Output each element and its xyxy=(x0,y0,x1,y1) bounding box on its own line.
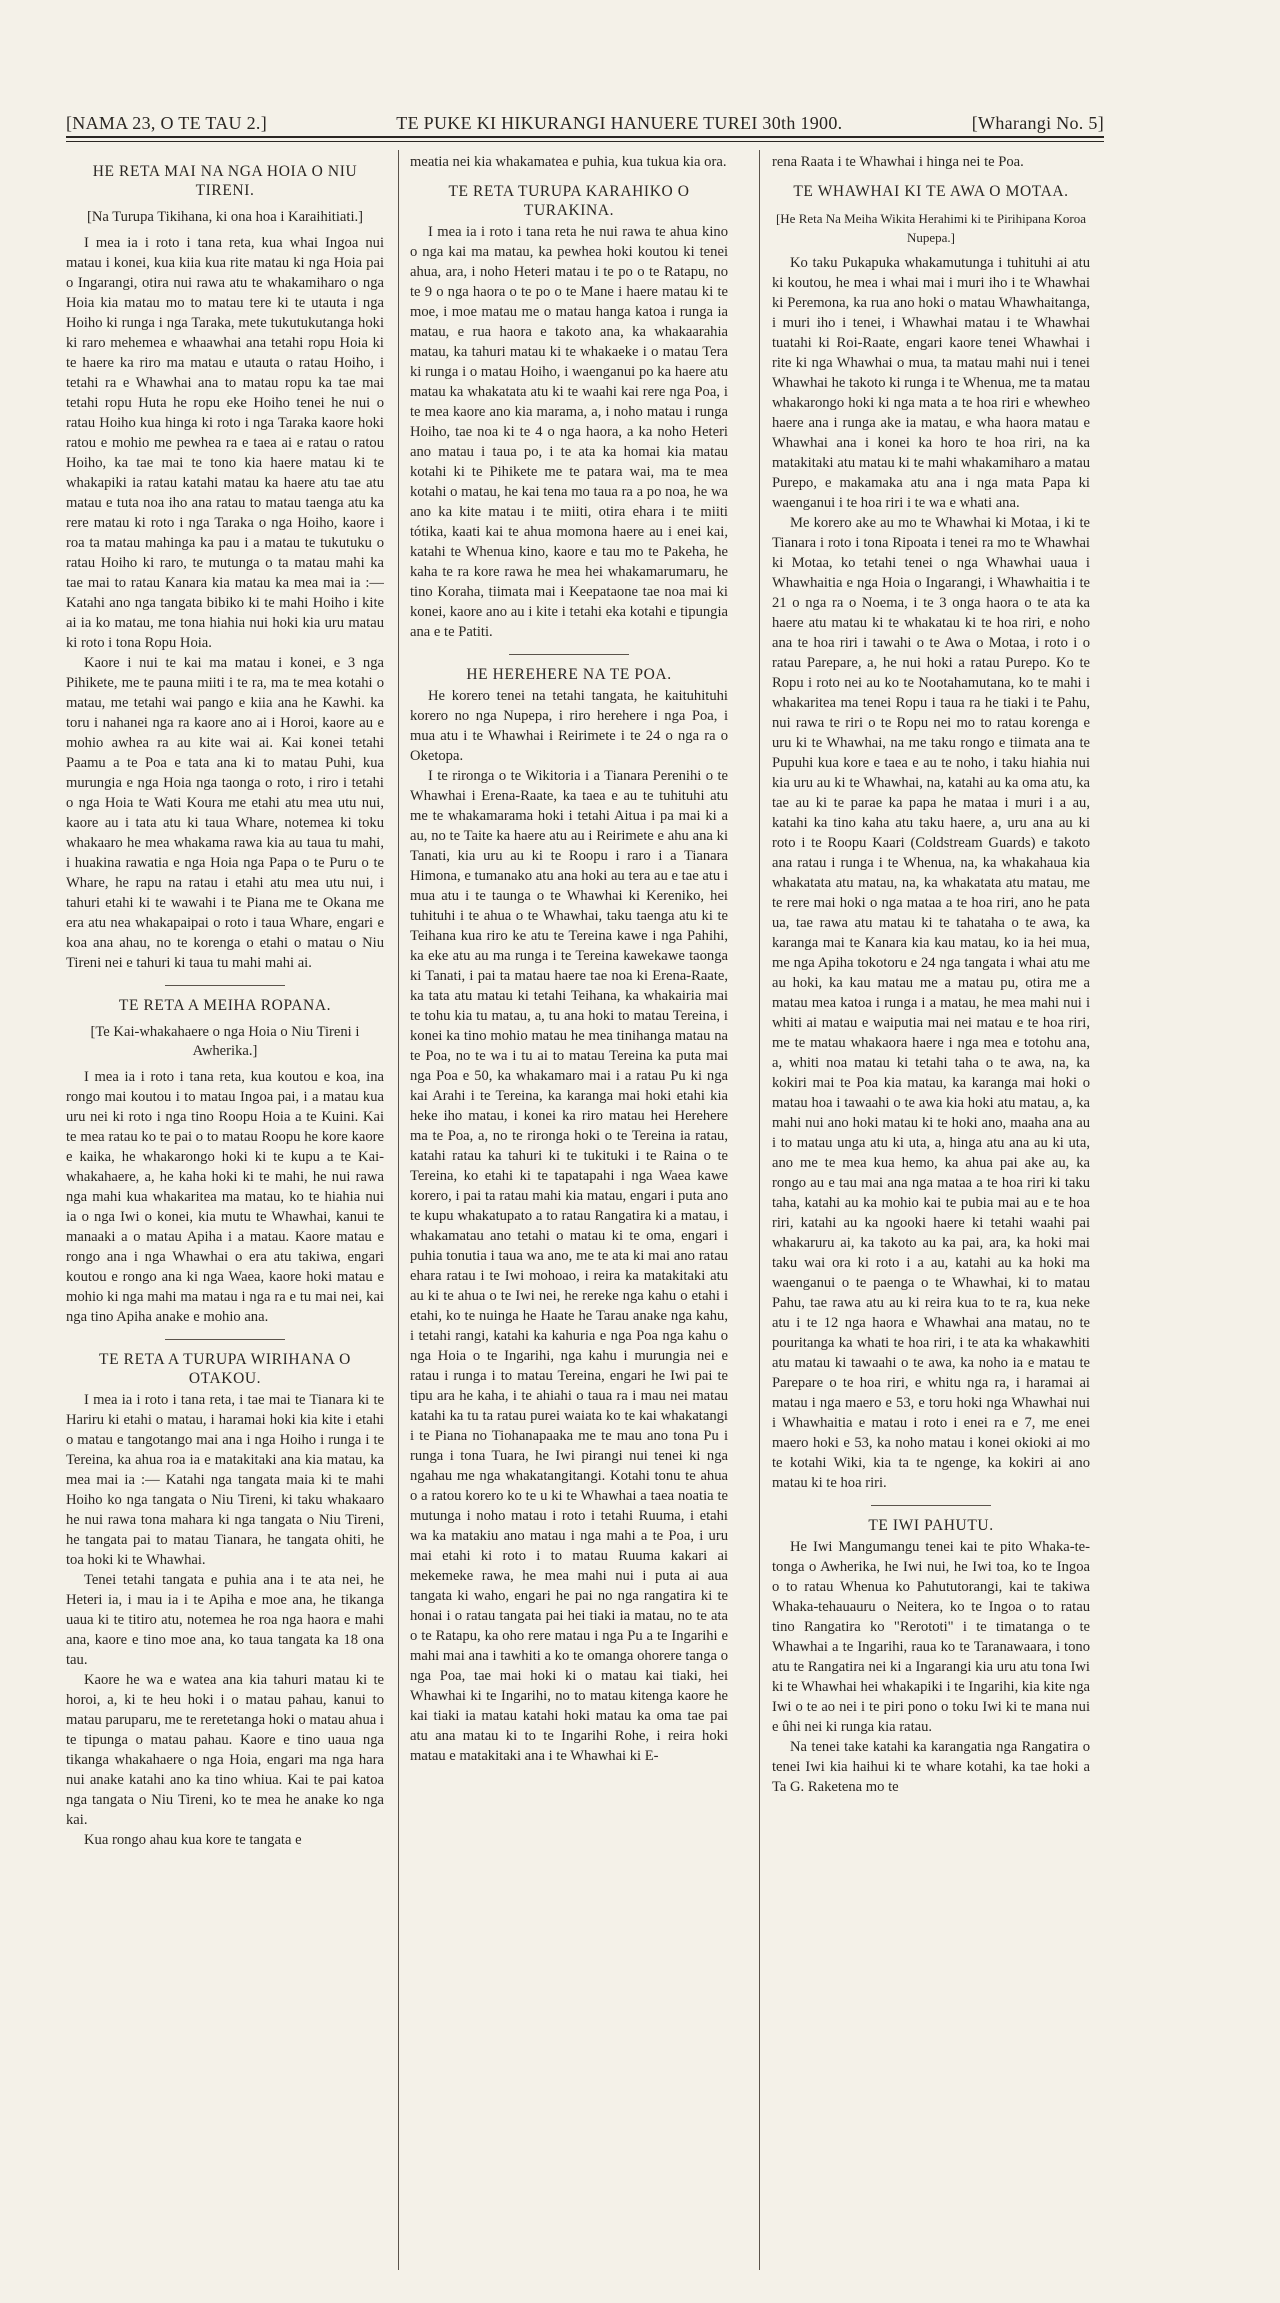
newspaper-title-date: TE PUKE KI HIKURANGI HANUERE TUREI 30th 1900. xyxy=(396,113,843,133)
column-3 xyxy=(772,152,1090,2282)
article-continuation: rena Raata i te Whawhai i hinga nei te Poa. xyxy=(772,154,1024,170)
column-divider xyxy=(759,150,760,2270)
article-paragraph: I mea ia i roto i tana reta, kua koutou e koa, ina rongo mai koutou i to matau Ingoa pai, i a matau kua uru nei ki roto i nga tino Roopu Hoia a te Kuini. Kai te mea ratau ko te pai o to matau Roopu he kore kaore e kaika, he whakarongo hoki ki te kupu a te Kai-whakahaere, a, he kaha hoki ki te mahi, he nui rawa nga mahi kua whakaritea ma matau, ko te hiahia nui ia o nga Iwi o konei, kia mutu te Whawhai, kanui te manaaki a o matau Apiha i a matau. Kaore matau e rongo ana i nga Whawhai o era atu takiwa, engari koutou e rongo ana ki nga Waea, kaore hoki matau e mohio ki nga mahi ma matau i nga ra e tu mai nei, kai nga tino Apiha anake e mohio ana. xyxy=(66,1069,384,1325)
article-heading: HE RETA MAI NA NGA HOIA O NIU TIRENI. xyxy=(92,163,358,199)
section-divider xyxy=(165,985,285,986)
article-heading: TE RETA A MEIHA ROPANA. xyxy=(118,997,332,1014)
article-continuation: meatia nei kia whakamatea e puhia, kua tukua kia ora. xyxy=(410,154,727,170)
section-divider xyxy=(871,1505,991,1506)
article-paragraph: He korero tenei na tetahi tangata, he kaituhituhi korero no nga Nupepa, i riro herehere i nga Poa, i mua atu i te Whawhai i Reirimete i te 24 o nga ra o Oketopa. xyxy=(410,688,728,764)
article-paragraph: Kaore i nui te kai ma matau i konei, e 3 nga Pihikete, me te pauna miiti i te ra, ma te mea kotahi o matau, me tetahi wai pango e kiia ana he Kawhi. ka toru i nahanei nga ra kaore ano ai i Horoi, kaore au e mohio awhea ra au kite wai ai. Kai konei tetahi Paamu a te Poa e tata ana ki to matau Puhi, kua murungia e nga Hoia nga taonga o roto, i riro i tetahi o nga Hoia te Wati Koura me etahi atu mea utu nui, kaore au i tata atu ki taua Whare, notemea ki toku whakaaro he mea whakama rawa kia au taua tu mahi, i huakina rawatia e nga Hoia nga Papa o te Puru o te Whare, he rapu na ratau i etahi atu mea utu nui, i tahuri etahi ki te wawahi i te Piana me te Okana me era atu nea whakapaipai o roto i taua Whare, engari e koa ana ahau, no te korenga o etahi o matau o Niu Tireni nei e tahuri ki taua tu mahi mahi ai. xyxy=(66,655,384,971)
page-number: [Wharangi No. 5] xyxy=(971,113,1104,133)
article-heading: TE IWI PAHUTU. xyxy=(868,1517,994,1534)
section-divider xyxy=(165,1339,285,1340)
article-paragraph: Kaore he wa e watea ana kia tahuri matau ki te horoi, a, ki te heu hoki i o matau pahau, kanui to matau paruparu, me te reretetanga hoki o matau ahua i te tipunga o matau pahau. Kaore e tino uaua nga tikanga whakahaere o nga Hoia, engari ma nga hara nui anake katahi ano ka tino whiua. Kai te pai katoa nga tangata o Niu Tireni, ko te mea he anake ko nga kai. xyxy=(66,1672,384,1828)
column-divider xyxy=(398,150,399,2270)
article-paragraph: I mea ia i roto i tana reta, kua whai Ingoa nui matau i konei, kua kiia kua rite matau ki nga Hoia pai o Ingarangi, otira nui rawa atu te whakamiharo o nga Hoia kia matau mo to matau tere ki te utauta i nga Hoiho ki runga i nga Taraka, mete tukutukutanga hoki ki raro mehemea e whaawhai ana tetahi ropu Hoia ki te haere ka riro ma matau e utauta o ratau Hoiho, i tetahi ra e Whawhai ana to matau ropu ka tae mai tetahi ropu Huta he ropu eke Hoiho tenei he nui o ratau Hoiho kua hinga ki roto i nga Taraka kaore hoki ratou e mohio me pewhea ra e taea ai e ratau o ratou Hoiho, ka tae mai te tono kia haere matau ki te whakapiki ia ratau katahi matau ka haere atu tae atu matau e tuta noa iho ana ratau to matau taenga atu ka rere matau ki roto i nga Taraka o nga Hoiho, kaore i roa ta matau mahinga ka pau i a matau te tukutuku o ratau Hoiho ki raro, te mutunga o ta matau mahi ka tae mai to ratau Kanara kia matau ka mea mai ia :— Katahi ano nga tangata bibiko ki te mahi Hoiho i kite ai ia ko matau, me tona hiahia nui hoki kia uru matau ki roto i tona Ropu Hoia. xyxy=(66,235,384,651)
article-subheading: [Te Kai-whakahaere o nga Hoia o Niu Tireni i Awherika.] xyxy=(90,1024,360,1059)
article-heading: TE RETA A TURUPA WIRIHANA O OTAKOU. xyxy=(99,1351,351,1387)
article-subheading: [He Reta Na Meiha Wikita Herahimi ki te Pirihipana Koroa Nupepa.] xyxy=(775,211,1087,245)
masthead xyxy=(66,106,1104,134)
article-paragraph: Kua rongo ahau kua kore te tangata e xyxy=(84,1832,302,1848)
masthead-rule xyxy=(66,136,1104,138)
article-paragraph: Me korero ake au mo te Whawhai ki Motaa, i ki te Tianara i roto i tona Ripoata i tenei ra mo te Whawhai ki Motaa, ko tetahi tenei o nga Whawhai uaua i Whawhaitia e nga Hoia o Ingarangi, i Whawhaitia i te 21 o nga ra o Noema, i te 3 onga haora o te ata ka haere atu matau ki te whakatau ki te hoa riri, e noho ana te hoa riri i tawahi o te Awa o Motaa, i roto i o ratau Parepare, a, he nui hoki a ratau Purepo. Ko te Ropu i roto nei au ko te Nootahamutana, ko te mahi i whakaritea ma tenei Ropu i taua ra he tiaki i te Pahu, nui rawa te riri o te Ropu nei mo to ratau korenga e uru ki te Whawhai, na me taku rongo e tiimata ana te Pupuhi kua kore e taea e au te noho, i taku hiahia nui kia uru au ki te Whawhai, na, katahi au ka oma atu, ka tae au ki te parae ka papa he mataa i muri i a au, katahi ka tino kaha atu taku haere, a, uru ana au ki roto i te Roopu Kaari (Coldstream Guards) e takoto ana ratau i runga i te Whenua, na, ka whakahaua kia whakatata atu matau, na, ka whakatata atu matau, me te rere mai hoki o nga mataa a te hoa riri, ano he pata ua, tae rawa atu matau ki te tahataha o te awa, ka karanga mai te Kanara kia kau matau, ko ia hei mua, me nga Apiha tokotoru e 24 nga tangata i whai atu me au hoki, ka kau matau me a matau pu, otira me a matau mea katoa i runga i a matau, he mea mahi nui i whiti ai matau e waiputia mai nei matau e te hoa riri, me te matau whakaora haere i nga mea e totohu ana, a, whiti noa matau ki tetahi taha o te awa, na, ka kokiri mai te Poa kia matau, ka karanga mai hoki o matau hoa i tawaahi o te awa kia hoki atu matau, a, ka mahi nui ano hoki matau ki te hoki ano, maaha ana au i to matau unga atu ki uta, a, hinga atu ana au ki uta, ano me te mea kua hemo, ka ahua pai ake au, ka rongo au e tau mai ana nga mataa a te hoa riri ki taku taha, katahi au ka mohio kai te pubia mai au e te hoa riri, katahi au ka ngooki haere ki tetahi waahi pai whakaruru ai, ka takoto au ka pai, ara, ka hoki mai taku wai ora ki roto i a au, katahi au ka hoki ma waenganui o te paenga o te Whawhai, ki to matau Pahu, tae rawa atu au ki reira kua to te ra, kua neke atu i te 12 nga haora e Whawhai ana matau, no te pouritanga ka whati te hoa riri, i te ata ka whakawhiti atu matau ki tawaahi o te awa, ka noho ia e matau te Parepare o te hoa riri, e whitu nga ra, i haramai ai matau i nga maero e 53, e toru hoki nga Whawhai nui i Whawhaitia e matau i roto i enei ra e 7, me enei maero hoki e 53, ka noho matau i konei okioki ai mo te kotahi Wiki, kia ta te ngenge, ka kokiri ai ano matau ki te hoa riri. xyxy=(772,515,1090,1491)
article-paragraph: Ko taku Pukapuka whakamutunga i tuhituhi ai atu ki koutou, he mea i whai mai i muri iho i te Whawhai ki Peremona, ka rua ano hoki o matau Whawhaitanga, i muri iho i tenei, i Whawhai matau i te Whawhai tuatahi ki Roi-Raate, engari kaore tenei Whawhai i rite ki nga Whawhai o mua, ta matau mahi nui i tenei Whawhai he takoto ki runga i te Whenua, me ta matau whakarongo hoki ki nga mata a te hoa riri e whewheo haere ana i runga ake ia matau, e wha haora matau e Whawhai ana i konei ka horo te hoa riri, na ka matakitaki atu matau ki te mahi whakamiharo a matau Purepo, e makamaka atu ana i nga mata Papa ki waenganui i te hoa riri i te wa e whati ana. xyxy=(772,255,1090,511)
column-2 xyxy=(410,152,728,2282)
article-paragraph: Na tenei take katahi ka karangatia nga Rangatira o tenei Iwi kia haihui ki te whare kotahi, ka tae hoki a Ta G. Raketena mo te xyxy=(772,1739,1090,1795)
column-1 xyxy=(66,152,384,2282)
article-paragraph: Tenei tetahi tangata e puhia ana i te ata nei, he Heteri ia, i mau ia i te Apiha e moe ana, he tikanga uaua ki te titiro atu, notemea he roa nga haora e mahi ana, kaore e tino moe ana, ko taua tangata ka 18 ona tau. xyxy=(66,1572,384,1668)
masthead-rule-thin xyxy=(66,141,1104,142)
article-subheading: [Na Turupa Tikihana, ki ona hoa i Karaihitiati.] xyxy=(86,209,364,225)
article-paragraph: I te rironga o te Wikitoria i a Tianara Perenihi o te Whawhai i Erena-Raate, ka taea e au te tuhituhi atu me te whakamarama hoki i tetahi Aitua i pa mai ki a au, no te Taite ka haere atu au i Reirimete e ahu ana ki Tanati, kia uru au ki te Roopu i raro i a Tianara Himona, e tumanako atu ana hoki au tera au e tae atu i mua atu i te taunga o te Whawhai ki Kereniko, hei tuhituhi i te ahua o te Whawhai, taku taenga atu ki te Teihana kua riro ke atu te Tereina kawe i nga Pahihi, ka eke atu au ma runga i te Tereina kawekawe taonga ki Tanati, i pai ta matau haere tae noa ki Erena-Raate, ka tata atu matau ki tetahi Teihana, ka whakairia mai te tohu kia tu matau, a, tu ana hoki to matau Tereina, i konei ka tino mohio matau he mea tinihanga matau na te Poa, no te wa i tu ai to matau Tereina ka puta mai nga Poa e 50, ka whakamaro mai i a ratau Pu ki nga kai Arahi i te Tereina, ka karanga mai hoki etahi kia heke iho matau, i konei ka riro matau hei Herehere ma te Poa, a, no te rironga hoki o te Tereina ia ratau, katahi ratau ka tahuri ki te tukituki i te Raina o te Tereina, ko etahi ki te tapatapahi i nga Waea kawe korero, i pai ta ratau mahi kia matau, engari i puta ano te kupu whakatupato a to ratau Rangatira ki a matau, i whakamatau ano tetahi o matau ki te oma, engari i puhia tonutia i taua wa ano, me te ata ki mai ano ratau ehara ratau i te Iwi mohoao, i reira ka matakitaki atu au ki te ahua o te Iwi nei, he rereke nga kahu o etahi i etahi, ko te nuinga he Haate he Tarau anake nga kahu, i tetahi rangi, katahi ka kahuria e nga Poa nga kahu o nga Hoia o te Ingarihi, nga kahu i murungia nei e ratau i runga i to matau Tereina, engari he Iwi pai te tipu ara he kaha, i te ahiahi o taua ra i mau nei matau katahi ka tu ta ratau purei waiata ko te kai whakatangi i te Piana no Tiohanapaaka me te mau ano tona Pu i runga i tona Tuara, he Iwi pirangi nui tenei ki nga ngahau me nga whakatangitangi. Kotahi tonu te ahua o a ratou korero ko te u ki te Whawhai a taea noatia te mutunga i noho matau i roto i tetahi Ruuma, i etahi wa ka matakiu ano matau i nga mahi a te Poa, i uru mai etahi ki roto i to matau Ruuma kakari ai mekemeke rawa, he mea mahi nui i puta ai aua tangata ki waho, engari he pai no nga rangatira ki te honai i o ratau tangata pai hei tiaki ia matau, no te ata o te Ratapu, ka oho rere matau i nga Pu a te Ingarihi e mahi mai ana i tawhiti a ko te omanga ohorere tanga o nga Poa, tae mai hoki ki o matau kai tiaki, hei Whawhai ki te Ingarihi, no to matau kitenga kaore he kai tiaki ia matau katahi hoki matau ka oma tae pai atu ana matau ki to te Ingarihi Rohe, i reira hoki matau e matakitaki ana i te Whawhai ki E- xyxy=(410,768,728,1764)
article-heading: HE HEREHERE NA TE POA. xyxy=(466,666,672,683)
issue-number: [NAMA 23, O TE TAU 2.] xyxy=(66,113,267,133)
article-heading: TE WHAWHAI KI TE AWA O MOTAA. xyxy=(793,183,1069,200)
article-heading: TE RETA TURUPA KARAHIKO O TURAKINA. xyxy=(448,183,690,219)
article-paragraph: I mea ia i roto i tana reta, i tae mai te Tianara ki te Hariru ki etahi o matau, i haramai hoki kia kite i etahi o matau e tangotango mai ana i nga Hoiho i runga i te Tereina, ka ahua roa ia e matakitaki ana kia matau, ka mea mai ia :— Katahi nga tangata maia ki te mahi Hoiho ko nga tangata o Niu Tireni, ki taku whakaaro he nui rawa tona mahara ki nga tangata o Niu Tireni, he tangata pai to matau Tianara, he tangata ohiti, he toa hoki ki te Whawhai. xyxy=(66,1392,384,1568)
article-paragraph: He Iwi Mangumangu tenei kai te pito Whaka-te-tonga o Awherika, he Iwi nui, he Iwi toa, ko te Ingoa o to ratau Whenua ko Pahututorangi, kai te takiwa Whaka-tehauauru o Neitera, ko te Ingoa o to ratau tino Rangatira ko "Rerototi" i te timatanga o te Whawhai a te Ingarihi, raua ko te Taranawaara, i tono atu te Rangatira nei ki a Ingarangi kia uru atu tona Iwi ki te Whawhai hei whakapiki i te Ingarihi, kia kite nga Iwi o te ao nei i te piri pono o toku Iwi ki te mana nui e ûhi nei ki runga kia ratau. xyxy=(772,1539,1090,1735)
article-paragraph: I mea ia i roto i tana reta he nui rawa te ahua kino o nga kai ma matau, ka pewhea hoki koutou ki tenei ahua, ara, i noho Heteri matau i te po o te Ratapu, no te 9 o nga haora o te po o te Mane i haere matau ki te moe, i moe matau me o matau hanga katoa i runga ia matau, e rua haora e takoto ana, ka whakaarahia matau, ka tahuri matau ki te whakaeke i o matau Tera ki runga i o matau Hoiho, i waenganui po ka haere atu matau ka whakatata atu ki te waahi kai rere nga Poa, i te mea kaore ano kia marama, a, i noho matau i runga Hoiho, tae noa ki te 4 o nga haora, a ka noho Heteri ano matau i taua po, i te ata ka homai kia matau kotahi ki te Pihikete me te patara wai, ma te mea kotahi o matau, he kai tena mo taua ra a po noa, he wa ano ka kite matau i te miiti, otira ehara i te miiti tótika, kaati kai te ahua momona haere au i enei kai, katahi te Whenua kino, kaore e tau mo te Pakeha, he kaha te ra kore rawa he mea hei whakamarumaru, he tino Koraha, tiimata mai i Keepataone tae noa mai ki konei, kaore ano au i kite i tetahi eka kotahi e tipungia ana e te Patiti. xyxy=(410,224,728,640)
section-divider xyxy=(509,654,629,655)
